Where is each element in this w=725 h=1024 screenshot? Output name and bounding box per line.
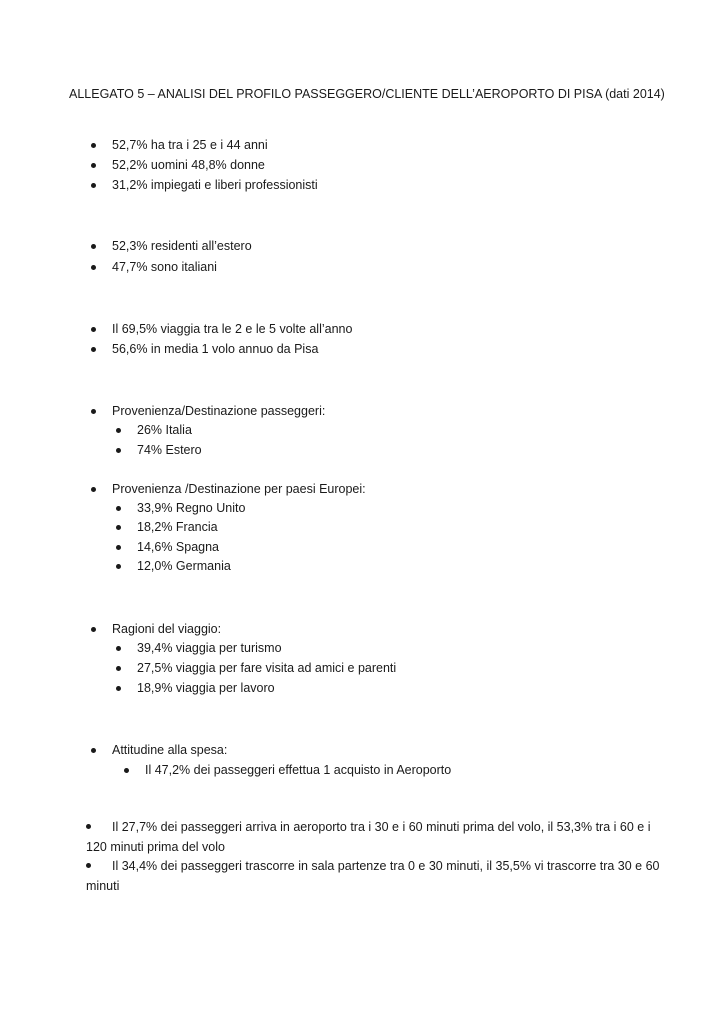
paragraph-item: Il 27,7% dei passeggeri arriva in aeroporto tra i 30 e i 60 minuti prima del volo, il 53,3% tra i 60 e i 120 minuti prima del volo <box>86 820 651 854</box>
document-title: ALLEGATO 5 – ANALISI DEL PROFILO PASSEGGERO/CLIENTE DELL’AEROPORTO DI PISA (dati 2014) <box>69 87 665 101</box>
bullet-icon <box>86 863 91 868</box>
paragraph-item: Il 34,4% dei passeggeri trascorre in sala partenze tra 0 e 30 minuti, il 35,5% vi trascorre tra 30 e 60 minuti <box>86 859 660 893</box>
bullet-icon <box>86 824 91 829</box>
